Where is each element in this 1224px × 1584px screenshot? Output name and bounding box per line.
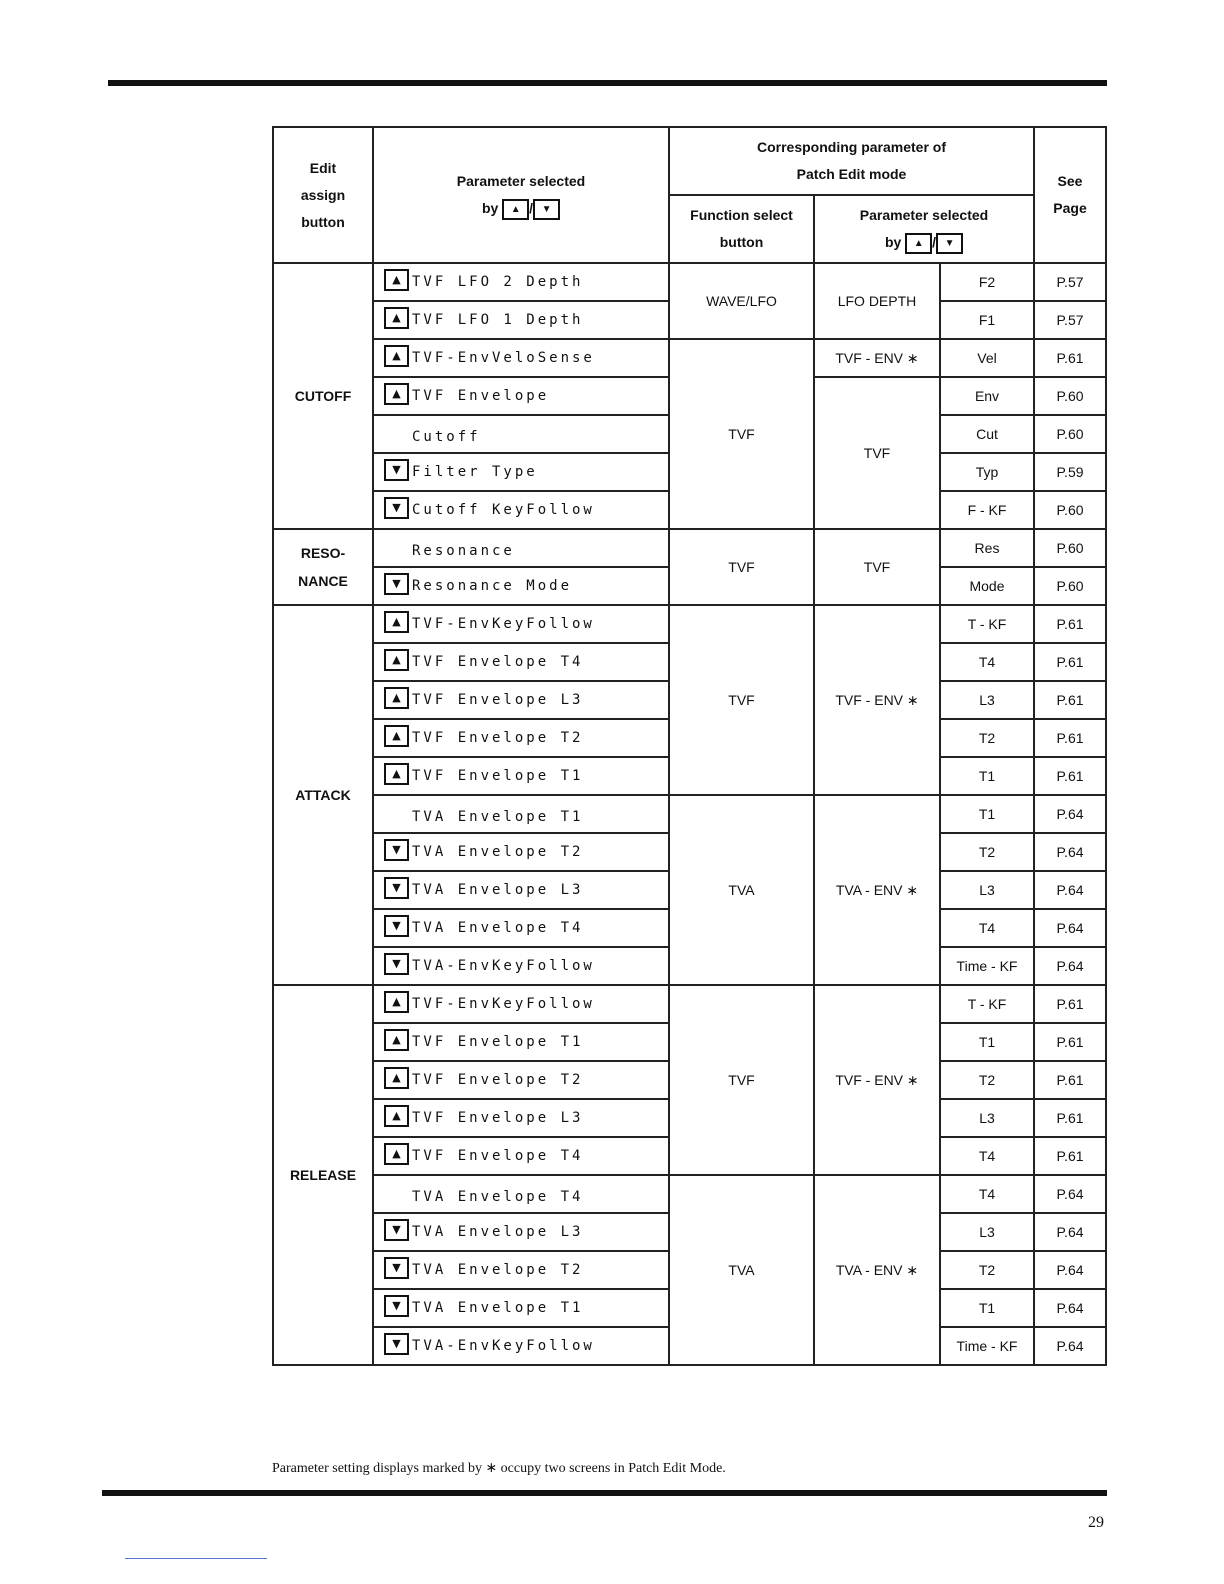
lcd-display-cell [373,1251,669,1289]
page-ref-cell: P.60 [1034,415,1106,453]
page-ref-cell: P.61 [1034,1137,1106,1175]
page-ref-cell: P.61 [1034,719,1106,757]
lcd-display-cell [373,833,669,871]
up-arrow-icon: ▲ [384,1105,409,1127]
group-resonance: RESO- NANCE [273,529,373,605]
param-cell: LFO DEPTH [814,263,940,339]
table-row [273,985,1106,1023]
lcd-display-cell [373,1213,669,1251]
abbr-cell: T2 [940,1061,1034,1099]
lcd-display-cell [373,605,669,643]
down-arrow-icon: ▼ [384,1219,409,1241]
lcd-display-text: TVA Envelope T4 [412,1189,584,1205]
down-arrow-icon: ▼ [384,1257,409,1279]
up-arrow-icon: ▲ [384,649,409,671]
abbr-cell: Typ [940,453,1034,491]
lcd-display-text: TVF Envelope T2 [412,1072,584,1088]
abbr-cell: L3 [940,871,1034,909]
page-ref-cell: P.61 [1034,1061,1106,1099]
table-row [273,795,1106,833]
lcd-display-text: TVA Envelope T2 [412,844,584,860]
down-arrow-icon: ▼ [936,233,963,254]
down-arrow-icon: ▼ [384,953,409,975]
up-arrow-icon: ▲ [384,1029,409,1051]
lcd-display-text: Filter Type [412,464,538,480]
down-arrow-icon: ▼ [384,877,409,899]
function-cell: TVF [669,339,814,529]
page-ref-cell: P.64 [1034,795,1106,833]
abbr-cell: F1 [940,301,1034,339]
param-cell: TVF - ENV ∗ [814,985,940,1175]
key-spacer [384,423,409,441]
lcd-display-cell [373,1175,669,1213]
up-arrow-icon: ▲ [384,1067,409,1089]
down-arrow-icon: ▼ [384,1295,409,1317]
abbr-cell: T4 [940,643,1034,681]
page-ref-cell: P.61 [1034,757,1106,795]
page-ref-cell: P.61 [1034,605,1106,643]
abbr-cell: T4 [940,909,1034,947]
lcd-display-text: TVF Envelope T2 [412,730,584,746]
abbr-cell: Vel [940,339,1034,377]
bottom-rule [102,1490,1107,1496]
down-arrow-icon: ▼ [384,497,409,519]
function-cell: TVF [669,605,814,795]
lcd-display-text: Cutoff [412,429,481,445]
lcd-display-cell [373,947,669,985]
abbr-cell: F - KF [940,491,1034,529]
page-number: 29 [1088,1514,1104,1531]
down-arrow-icon: ▼ [384,573,409,595]
lcd-display-cell [373,1289,669,1327]
down-arrow-icon: ▼ [384,839,409,861]
page-ref-cell: P.61 [1034,339,1106,377]
up-arrow-icon: ▲ [384,991,409,1013]
up-arrow-icon: ▲ [384,763,409,785]
param-cell: TVF [814,377,940,529]
page-ref-cell: P.61 [1034,1099,1106,1137]
header-corresponding: Corresponding parameter of Patch Edit mode [669,127,1034,195]
function-cell: TVF [669,529,814,605]
top-rule [108,80,1107,86]
abbr-cell: L3 [940,681,1034,719]
lcd-display-text: TVF Envelope T1 [412,1034,584,1050]
lcd-display-text: TVF Envelope T1 [412,768,584,784]
lcd-display-cell [373,795,669,833]
page-ref-cell: P.61 [1034,985,1106,1023]
parameter-table [272,126,1107,1366]
abbr-cell: T - KF [940,605,1034,643]
page-ref-cell: P.61 [1034,1023,1106,1061]
lcd-display-text: TVA Envelope T1 [412,1300,584,1316]
function-cell: TVF [669,985,814,1175]
page-ref-cell: P.64 [1034,1251,1106,1289]
page-ref-cell: P.64 [1034,909,1106,947]
abbr-cell: Res [940,529,1034,567]
lcd-display-text: TVA Envelope L3 [412,1224,584,1240]
key-spacer [384,803,409,821]
lcd-display-text: TVF LFO 2 Depth [412,274,584,290]
lcd-display-cell [373,985,669,1023]
abbr-cell: T4 [940,1137,1034,1175]
page-ref-cell: P.60 [1034,529,1106,567]
up-arrow-icon: ▲ [502,199,529,220]
lcd-display-text: TVF Envelope T4 [412,654,584,670]
table-row [273,605,1106,643]
page-ref-cell: P.60 [1034,567,1106,605]
lcd-display-text: Cutoff KeyFollow [412,502,595,518]
abbr-cell: Mode [940,567,1034,605]
abbr-cell: Cut [940,415,1034,453]
abbr-cell: Time - KF [940,1327,1034,1365]
group-attack: ATTACK [273,605,373,985]
lcd-display-text: TVF-EnvVeloSense [412,350,595,366]
lcd-display-cell [373,643,669,681]
link-underline [125,1558,267,1559]
up-arrow-icon: ▲ [384,611,409,633]
abbr-cell: T1 [940,795,1034,833]
header-edit-assign: Edit assign button [273,127,373,263]
param-cell: TVF - ENV ∗ [814,339,940,377]
down-arrow-icon: ▼ [384,1333,409,1355]
page-ref-cell: P.64 [1034,1213,1106,1251]
page-ref-cell: P.57 [1034,301,1106,339]
lcd-display-cell [373,1327,669,1365]
lcd-display-cell [373,1137,669,1175]
lcd-display-cell [373,529,669,567]
abbr-cell: L3 [940,1099,1034,1137]
abbr-cell: T1 [940,757,1034,795]
lcd-display-cell [373,681,669,719]
up-arrow-icon: ▲ [384,1143,409,1165]
lcd-display-text: TVF-EnvKeyFollow [412,996,595,1012]
param-cell: TVF [814,529,940,605]
header-parameter-selected: Parameter selected by ▲ / ▼ [373,127,669,263]
down-arrow-icon: ▼ [384,915,409,937]
lcd-display-cell [373,757,669,795]
abbr-cell: Time - KF [940,947,1034,985]
lcd-display-cell [373,871,669,909]
down-arrow-icon: ▼ [384,459,409,481]
param-cell: TVA - ENV ∗ [814,795,940,985]
lcd-display-cell [373,491,669,529]
key-spacer [384,537,409,555]
abbr-cell: T2 [940,719,1034,757]
abbr-cell: T2 [940,1251,1034,1289]
abbr-cell: L3 [940,1213,1034,1251]
function-cell: TVA [669,795,814,985]
lcd-display-text: TVA Envelope L3 [412,882,584,898]
key-spacer [384,1183,409,1201]
abbr-cell: T4 [940,1175,1034,1213]
lcd-display-text: TVF Envelope T4 [412,1148,584,1164]
table-row [273,263,1106,301]
group-cutoff: CUTOFF [273,263,373,529]
page-ref-cell: P.61 [1034,643,1106,681]
abbr-cell: F2 [940,263,1034,301]
lcd-display-cell [373,415,669,453]
table-row [273,339,1106,377]
lcd-display-cell [373,453,669,491]
abbr-cell: Env [940,377,1034,415]
lcd-display-text: Resonance Mode [412,578,573,594]
lcd-display-cell [373,1061,669,1099]
lcd-display-cell [373,377,669,415]
lcd-display-text: Resonance [412,543,515,559]
lcd-display-text: TVA-EnvKeyFollow [412,1338,595,1354]
lcd-display-cell [373,1023,669,1061]
table-row [273,1175,1106,1213]
lcd-display-cell [373,567,669,605]
lcd-display-cell [373,263,669,301]
up-arrow-icon: ▲ [384,687,409,709]
lcd-display-cell [373,909,669,947]
page-ref-cell: P.60 [1034,491,1106,529]
lcd-display-text: TVF-EnvKeyFollow [412,616,595,632]
page-ref-cell: P.60 [1034,377,1106,415]
header-see-page: See Page [1034,127,1106,263]
lcd-display-text: TVA Envelope T1 [412,809,584,825]
up-arrow-icon: ▲ [905,233,932,254]
header-parameter-selected-sub: Parameter selected by ▲ / ▼ [814,195,1034,263]
up-arrow-icon: ▲ [384,307,409,329]
lcd-display-text: TVA-EnvKeyFollow [412,958,595,974]
page-ref-cell: P.64 [1034,1175,1106,1213]
page-ref-cell: P.59 [1034,453,1106,491]
lcd-display-cell [373,719,669,757]
up-arrow-icon: ▲ [384,725,409,747]
table-row [273,529,1106,567]
up-arrow-icon: ▲ [384,269,409,291]
lcd-display-cell [373,1099,669,1137]
page-ref-cell: P.64 [1034,1289,1106,1327]
function-cell: TVA [669,1175,814,1365]
param-cell: TVA - ENV ∗ [814,1175,940,1365]
function-cell: WAVE/LFO [669,263,814,339]
lcd-display-text: TVF Envelope L3 [412,1110,584,1126]
page-ref-cell: P.64 [1034,871,1106,909]
lcd-display-text: TVF Envelope L3 [412,692,584,708]
abbr-cell: T1 [940,1289,1034,1327]
page-ref-cell: P.57 [1034,263,1106,301]
header-function-select: Function select button [669,195,814,263]
lcd-display-cell [373,339,669,377]
footnote: Parameter setting displays marked by ∗ occupy two screens in Patch Edit Mode. [272,1461,726,1476]
lcd-display-text: TVA Envelope T4 [412,920,584,936]
up-arrow-icon: ▲ [384,345,409,367]
abbr-cell: T - KF [940,985,1034,1023]
group-release: RELEASE [273,985,373,1365]
abbr-cell: T1 [940,1023,1034,1061]
up-arrow-icon: ▲ [384,383,409,405]
lcd-display-cell [373,301,669,339]
param-cell: TVF - ENV ∗ [814,605,940,795]
page-ref-cell: P.64 [1034,833,1106,871]
lcd-display-text: TVF Envelope [412,388,550,404]
down-arrow-icon: ▼ [533,199,560,220]
page-ref-cell: P.64 [1034,1327,1106,1365]
page-ref-cell: P.64 [1034,947,1106,985]
lcd-display-text: TVF LFO 1 Depth [412,312,584,328]
lcd-display-text: TVA Envelope T2 [412,1262,584,1278]
abbr-cell: T2 [940,833,1034,871]
page-ref-cell: P.61 [1034,681,1106,719]
